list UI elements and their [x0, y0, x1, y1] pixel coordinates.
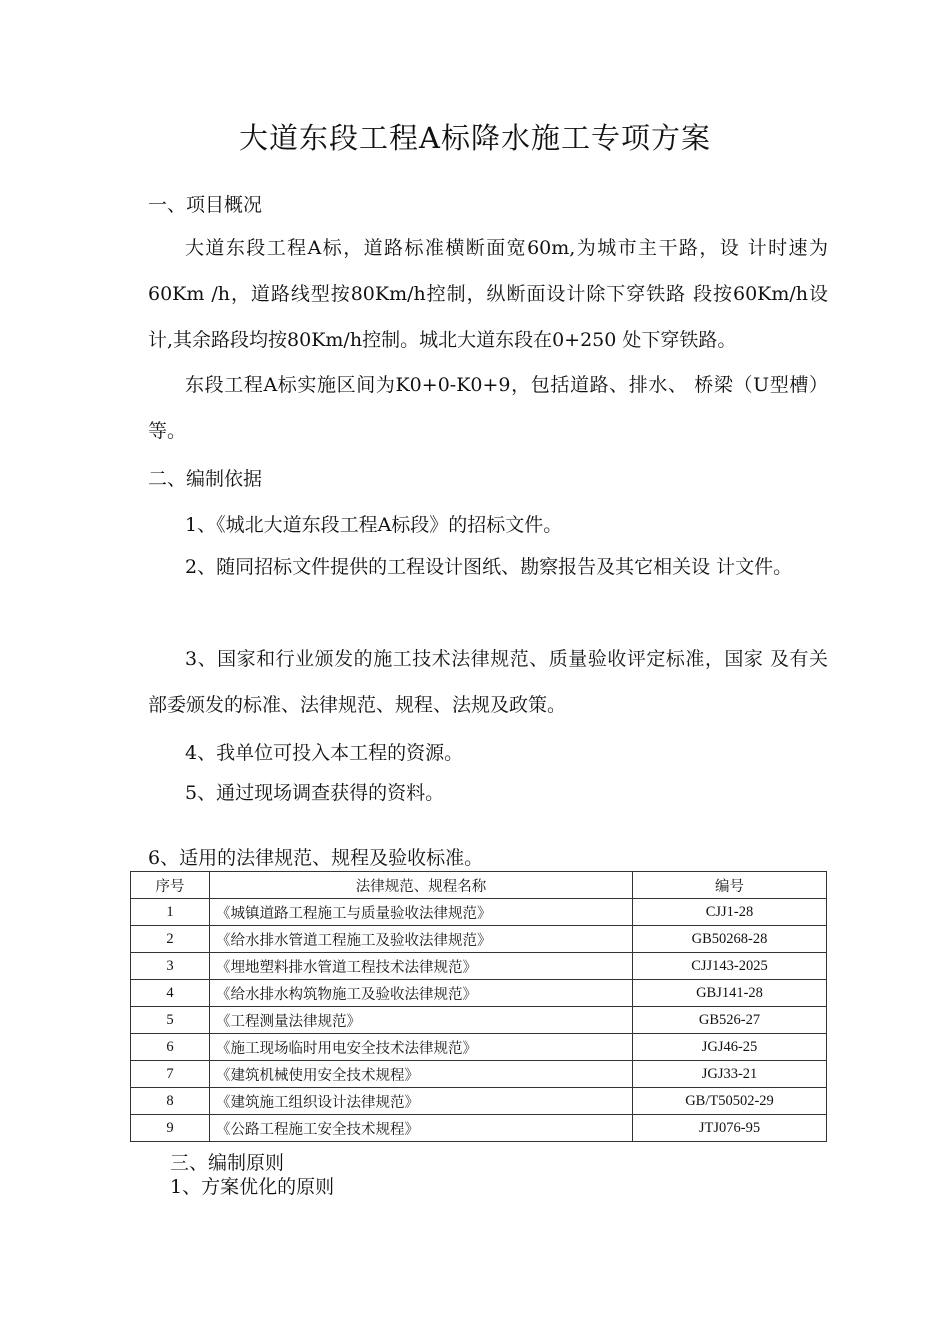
cell-code: JGJ33-21 — [633, 1061, 827, 1088]
table-row — [131, 926, 827, 953]
cell-code: GBJ141-28 — [633, 980, 827, 1007]
cell-name: 《埋地塑料排水管道工程技术法律规范》 — [210, 953, 633, 980]
cell-name: 《工程测量法律规范》 — [210, 1007, 633, 1034]
overview-paragraph-2: 东段工程A标实施区间为K0+0-K0+9，包括道路、排水、 桥梁（U型槽）等。 — [148, 374, 828, 442]
table-row — [131, 1088, 827, 1115]
cell-code: GB/T50502-29 — [633, 1088, 827, 1115]
cell-index: 6 — [131, 1034, 210, 1061]
section-heading-basis: 二、编制依据 — [148, 468, 263, 490]
cell-name: 《城镇道路工程施工与质量验收法律规范》 — [210, 899, 633, 926]
header-index: 序号 — [131, 872, 210, 899]
cell-code: CJJ143-2025 — [633, 953, 827, 980]
table-row — [131, 1034, 827, 1061]
standards-table — [130, 871, 827, 1142]
table-row — [131, 1115, 827, 1142]
basis-item-3: 3、国家和行业颁发的施工技术法律规范、质量验收评定标准，国家 及有关部委颁发的标准、法律规范、规程、法规及政策。 — [148, 648, 828, 716]
basis-item-5: 5、通过现场调查获得的资料。 — [185, 782, 445, 804]
cell-name: 《公路工程施工安全技术规程》 — [210, 1115, 633, 1142]
header-name: 法律规范、规程名称 — [210, 872, 633, 899]
cell-name: 《给水排水构筑物施工及验收法律规范》 — [210, 980, 633, 1007]
document-title: 大道东段工程A标降水施工专项方案 — [239, 121, 711, 155]
cell-index: 1 — [131, 899, 210, 926]
principle-item-1: 1、方案优化的原则 — [170, 1176, 335, 1198]
cell-index: 4 — [131, 980, 210, 1007]
cell-index: 7 — [131, 1061, 210, 1088]
cell-code: JTJ076-95 — [633, 1115, 827, 1142]
basis-item-6: 6、适用的法律规范、规程及验收标准。 — [148, 847, 484, 869]
basis-item-2: 2、随同招标文件提供的工程设计图纸、勘察报告及其它相关设 计文件。 — [185, 556, 793, 578]
cell-index: 8 — [131, 1088, 210, 1115]
basis-item-1: 1、《城北大道东段工程A标段》的招标文件。 — [185, 514, 563, 536]
overview-paragraph-1: 大道东段工程A标，道路标准横断面宽60m,为城市主干路，设 计时速为60Km /h，道路线型按80Km/h控制，纵断面设计除下穿铁路 段按60Km/h设计,其余路段均按80Km/h控制。城北大道东段在0+250 处下穿铁路。 — [148, 237, 828, 351]
table-row — [131, 1007, 827, 1034]
section-heading-overview: 一、项目概况 — [148, 194, 263, 216]
cell-index: 2 — [131, 926, 210, 953]
section-heading-principles: 三、编制原则 — [170, 1152, 285, 1174]
table-row — [131, 1061, 827, 1088]
table-header-row — [131, 872, 827, 899]
cell-name: 《给水排水管道工程施工及验收法律规范》 — [210, 926, 633, 953]
cell-code: CJJ1-28 — [633, 899, 827, 926]
table-row — [131, 980, 827, 1007]
cell-name: 《施工现场临时用电安全技术法律规范》 — [210, 1034, 633, 1061]
cell-index: 5 — [131, 1007, 210, 1034]
cell-code: JGJ46-25 — [633, 1034, 827, 1061]
cell-code: GB50268-28 — [633, 926, 827, 953]
table-row — [131, 953, 827, 980]
cell-name: 《建筑机械使用安全技术规程》 — [210, 1061, 633, 1088]
table-row — [131, 899, 827, 926]
cell-code: GB526-27 — [633, 1007, 827, 1034]
cell-index: 3 — [131, 953, 210, 980]
basis-item-4: 4、我单位可投入本工程的资源。 — [185, 742, 464, 764]
cell-index: 9 — [131, 1115, 210, 1142]
header-code: 编号 — [633, 872, 827, 899]
cell-name: 《建筑施工组织设计法律规范》 — [210, 1088, 633, 1115]
